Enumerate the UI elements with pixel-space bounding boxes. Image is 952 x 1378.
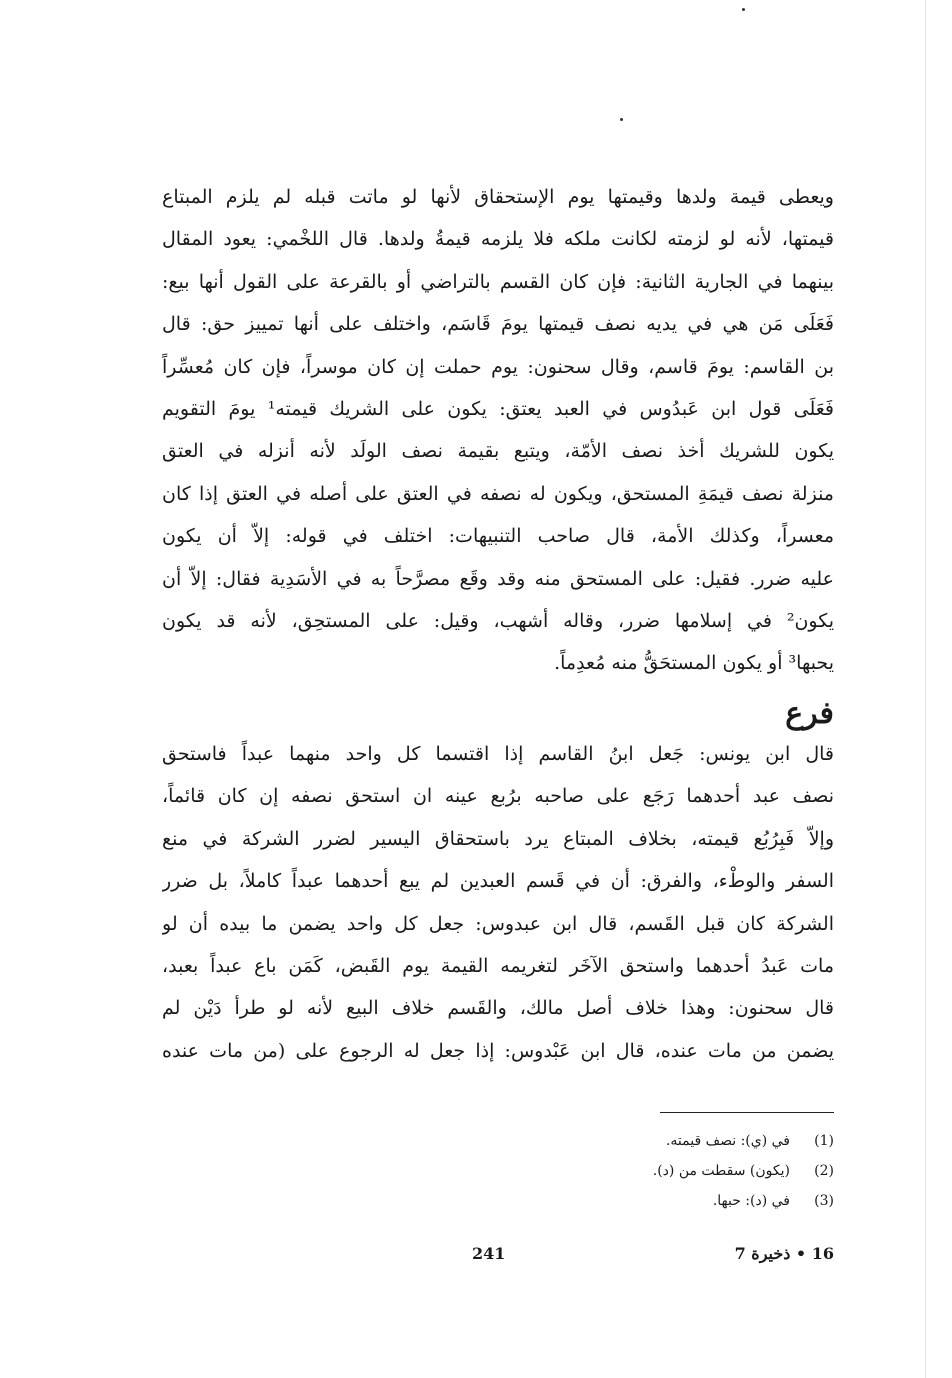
text-line: بينهما في الجارية الثانية: فإن كان القسم بالتراضي أو بالقرعة على القول أنها بيع:	[162, 270, 834, 293]
text-line: نصف عبد أحدهما رَجَع على صاحبه برُبع عينه ان استحق نصفه إن كان قائماً،	[162, 785, 834, 808]
text-line: ويعطى قيمة ولدها وقيمتها يوم الإستحقاق لأنها لو ماتت قبله لم يلزم المبتاع	[162, 186, 834, 208]
footnote-number: (2)	[814, 1163, 834, 1179]
footnotes	[653, 1126, 834, 1216]
footnote-text: في (د): حبها.	[712, 1193, 790, 1209]
text-line: عليه ضرر. فقيل: على المستحق منه وقد وقَع مصرَّحاً به في الأسَدِية فقال: إلاّ أن	[162, 567, 834, 590]
section-heading: فرع	[785, 696, 834, 731]
footnote-number: (1)	[814, 1133, 834, 1149]
text-line: فَعَلَى قول ابن عَبدُوس في العبد يعتق: يكون على الشريك قيمته¹ يومَ التقويم	[162, 397, 834, 420]
footnote-number: (3)	[814, 1193, 834, 1209]
signature-mark: 16 • ذخيرة 7	[734, 1244, 834, 1263]
footnote	[653, 1156, 834, 1186]
footnote-text: (يكون) سقطت من (د).	[652, 1163, 790, 1179]
text-line: الشركة كان قبل القَسم، قال ابن عبدوس: جعل كل واحد يضمن ما بيده أن لو	[162, 912, 834, 935]
text-line: قال ابن يونس: جَعل ابنُ القاسم إذا اقتسما كل واحد منهما عبداً فاستحق	[162, 743, 834, 765]
text-line: السفر والوطْء، والفرق: أن في قَسم العبدين لم يبع أحدهما عبداً كاملاً، بل ضرر	[162, 870, 834, 893]
text-line: يكون² في إسلامها ضرر، وقاله أشهب، وقيل: على المستحِق، لأنه قد يكون	[162, 609, 834, 632]
text-line: معسراً، وكذلك الأمة، قال صاحب التنبيهات: اختلف في قوله: إلاّ أن يكون	[162, 525, 834, 548]
text-line: يحبها³ أو يكون المستحَقُّ منه مُعدِماً.	[554, 652, 834, 675]
footnote	[653, 1126, 834, 1156]
footnote-text: في (ي): نصف قيمته.	[665, 1133, 790, 1149]
text-line: فَعَلَى مَن هي في يديه نصف قيمتها يومَ قَاسَم، واختلف على أنها تمييز حق: قال	[162, 313, 834, 336]
text-line: قيمتها، لأنه لو لزمته لكانت ملكه فلا يلزمه قيمةُ ولدها. قال اللخْمي: يعود المقال	[162, 228, 834, 251]
text-line: يضمن من مات عنده، قال ابن عَبْدوس: إذا جعل له الرجوع على (من مات عنده	[162, 1039, 834, 1062]
text-line: وإلاّ فَبِرُبُع قيمته، بخلاف المبتاع يرد باستحقاق اليسير لضرر الشركة في منع	[162, 827, 834, 850]
page-edge-line	[925, 0, 926, 1378]
text-line: منزلة نصف قيمَةِ المستحق، ويكون له نصفه في العتق على أصله في العتق إذا كان	[162, 482, 834, 505]
page-footer	[162, 1244, 834, 1270]
text-line: مات عَبدُ أحدهما واستحق الآخَر لتغريمه القيمة يوم القَبض، كَمَن باع عبداً بعبد،	[162, 954, 834, 977]
page-number: 241	[472, 1244, 506, 1263]
footnote-separator	[660, 1112, 834, 1113]
text-line: قال سحنون: وهذا خلاف أصل مالك، والقَسم خلاف البيع لأنه لو طرأ دَيْن لم	[162, 997, 834, 1020]
text-line: بن القاسم: يومَ قاسم، وقال سحنون: يوم حملت إن كان موسراً، فإن كان مُعسِّراً	[162, 355, 834, 378]
scan-speck	[620, 118, 623, 121]
text-line: يكون للشريك أخذ نصف الأمّة، ويتبع بقيمة نصف الولَد لأنه أنزله في العتق	[162, 440, 834, 463]
main-text-paragraph	[162, 176, 834, 685]
section-text-paragraph	[162, 733, 834, 1072]
footnote	[653, 1186, 834, 1216]
scan-speck	[742, 8, 745, 11]
